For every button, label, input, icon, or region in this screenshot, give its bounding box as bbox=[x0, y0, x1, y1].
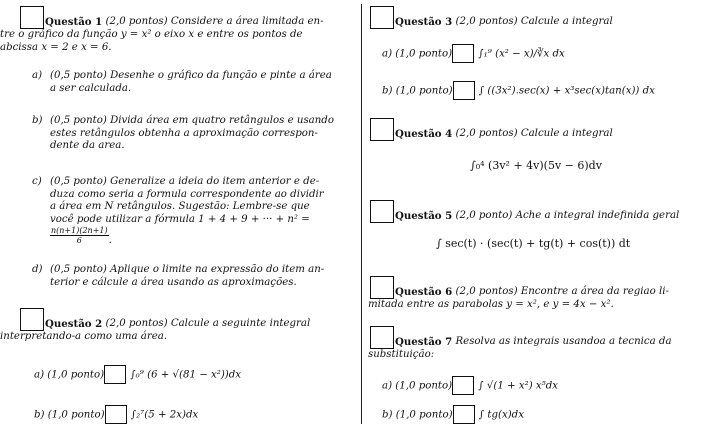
q1-item-a-label: a) bbox=[32, 70, 43, 81]
question-3 bbox=[370, 6, 704, 29]
q1-item-a bbox=[32, 70, 354, 95]
answer-box-q2[interactable] bbox=[20, 308, 44, 331]
q6-title: Questão 6 bbox=[395, 286, 453, 299]
fraction-denominator: 6 bbox=[76, 236, 82, 246]
q1-item-d-line: (0,5 ponto) Aplique o limite na expressão do item an- bbox=[50, 264, 325, 275]
q2-text-1: Calcule a seguinte integral bbox=[170, 318, 311, 330]
q4-expression: ∫₀⁴ (3v² + 4v)(5v − 6)dv bbox=[470, 159, 602, 172]
q1-item-b-line: (0,5 ponto) Divida área em quatro retângulos e usando bbox=[50, 115, 334, 126]
answer-box-q7[interactable] bbox=[370, 326, 394, 349]
q6-text-2: mitada entre as parabolas y = x², e y = 4x − x². bbox=[368, 299, 614, 310]
q1-item-b bbox=[32, 115, 354, 153]
q6-text-1: Encontre a área da regiao li- bbox=[520, 286, 669, 298]
q4-points: (2,0 pontos) bbox=[455, 128, 518, 140]
q3-points: (2,0 pontos) bbox=[455, 16, 518, 28]
q2-a-expression: ∫₀⁹ (6 + √(81 − x²))dx bbox=[130, 369, 242, 381]
q3-a-expression: ∫₁⁹ (x² − x)/∛x dx bbox=[478, 48, 565, 60]
q1-item-c-line: a área em N retângulos. Sugestão: Lembre-se que bbox=[50, 201, 310, 213]
answer-box-q3b[interactable] bbox=[453, 81, 475, 100]
q1-item-b-label: b) bbox=[32, 115, 43, 126]
q2-b-expression: ∫₂⁷(5 + 2x)dx bbox=[130, 409, 199, 421]
q7-item-b bbox=[382, 405, 524, 424]
q1-item-b-line: dente da area. bbox=[50, 140, 125, 152]
answer-box-q4[interactable] bbox=[370, 118, 394, 141]
answer-box-q2a[interactable] bbox=[104, 365, 126, 384]
q7-item-a bbox=[382, 376, 558, 395]
q2-title: Questão 2 bbox=[45, 318, 103, 331]
q1-item-c-line: duza como seria a formula correspondente ao dividir bbox=[50, 188, 324, 200]
q5-points: (2,0 ponto) bbox=[455, 210, 513, 222]
column-divider bbox=[361, 4, 362, 424]
q1-item-d-label: d) bbox=[32, 264, 43, 275]
q3-title: Questão 3 bbox=[395, 16, 453, 29]
answer-box-q7b[interactable] bbox=[453, 405, 475, 424]
q2-a-label: a) (1,0 ponto) bbox=[34, 369, 105, 381]
q1-item-a-line: (0,5 ponto) Desenhe o gráfico da função e pinte a área bbox=[50, 70, 332, 81]
question-6 bbox=[370, 276, 704, 312]
answer-box-q7a[interactable] bbox=[452, 376, 474, 395]
q1-intro-3: abcissa x = 2 e x = 6. bbox=[0, 41, 112, 53]
q7-a-expression: ∫ √(1 + x²) x⁵dx bbox=[478, 380, 559, 392]
answer-box-q6[interactable] bbox=[370, 276, 394, 299]
q3-b-expression: ∫ ((3x²).sec(x) + x³sec(x)tan(x)) dx bbox=[478, 85, 655, 97]
fraction-numerator: n(n+1)(2n+1) bbox=[51, 226, 108, 236]
q2-text-2: interpretando-a como uma área. bbox=[0, 331, 168, 342]
q2-item-a bbox=[34, 365, 241, 384]
q4-title: Questão 4 bbox=[395, 128, 453, 141]
q1-item-c-line: você pode utilizar a fórmula 1 + 4 + 9 + ··· + n² = bbox=[50, 213, 310, 225]
q7-title: Questão 7 bbox=[395, 336, 453, 349]
answer-box-q3a[interactable] bbox=[452, 44, 474, 63]
q1-title: Questão 1 bbox=[45, 16, 103, 29]
q2-b-label: b) (1,0 ponto) bbox=[34, 409, 105, 421]
question-4 bbox=[370, 118, 704, 141]
question-1 bbox=[0, 6, 354, 54]
q2-item-b bbox=[34, 405, 198, 424]
q7-b-label: b) (1,0 ponto) bbox=[382, 409, 453, 421]
q1-points: (2,0 pontos) bbox=[105, 16, 168, 28]
answer-box-q3[interactable] bbox=[370, 6, 394, 29]
q1-fraction bbox=[50, 226, 109, 245]
q1-intro-1: Considere a área limitada en- bbox=[170, 16, 324, 28]
question-2 bbox=[0, 308, 354, 344]
q7-text-2: substituição: bbox=[368, 349, 435, 360]
q1-item-b-line: estes retângulos obtenha a aproximação correspon- bbox=[50, 127, 318, 139]
q2-points: (2,0 pontos) bbox=[105, 318, 168, 330]
q5-title: Questão 5 bbox=[395, 210, 453, 223]
q1-item-d-line: terior e cálcule a área usando as aproximações. bbox=[50, 276, 297, 288]
q1-item-c-line: (0,5 ponto) Generalize a ideia do item anterior e de- bbox=[50, 176, 320, 187]
answer-box-q2b[interactable] bbox=[105, 405, 127, 424]
q5-text: Ache a integral indefinida geral bbox=[515, 210, 680, 222]
q7-a-label: a) (1,0 ponto) bbox=[382, 380, 453, 392]
q1-item-a-line: a ser calculada. bbox=[50, 82, 132, 94]
q1-item-c: c) (0,5 ponto) Generalize a ideia do item anterior e de- duza como seria a formula correspondente ao dividir a área em N retângulos. Sugestão: Lembre-se que você pode utilizar a fórmula 1 + 4 + 9 + ··· + n² = $\frac{n(n+1)(2n+1)}{6}$ . bbox=[32, 176, 354, 248]
q4-text: Calcule a integral bbox=[520, 128, 613, 140]
q3-text: Calcule a integral bbox=[520, 16, 613, 28]
q3-item-a bbox=[382, 44, 565, 63]
answer-box-q1[interactable] bbox=[20, 6, 44, 29]
q7-text-1: Resolva as integrais usandoa a tecnica da bbox=[455, 336, 672, 348]
question-5 bbox=[370, 200, 704, 223]
q7-b-expression: ∫ tg(x)dx bbox=[478, 409, 524, 421]
q3-b-label: b) (1,0 ponto) bbox=[382, 85, 453, 97]
q3-item-b bbox=[382, 81, 655, 100]
q1-intro-2: tre o gráfico da função y = x² o eixo x e entre os pontos de bbox=[0, 29, 303, 40]
q6-points: (2,0 pontos) bbox=[455, 286, 518, 298]
answer-box-q5[interactable] bbox=[370, 200, 394, 223]
q5-expression: ∫ sec(t) · (sec(t) + tg(t) + cos(t)) dt bbox=[436, 237, 631, 250]
q3-a-label: a) (1,0 ponto) bbox=[382, 48, 453, 60]
question-7 bbox=[370, 326, 704, 362]
q1-item-c-label: c) bbox=[32, 176, 42, 187]
q1-item-d bbox=[32, 264, 354, 289]
